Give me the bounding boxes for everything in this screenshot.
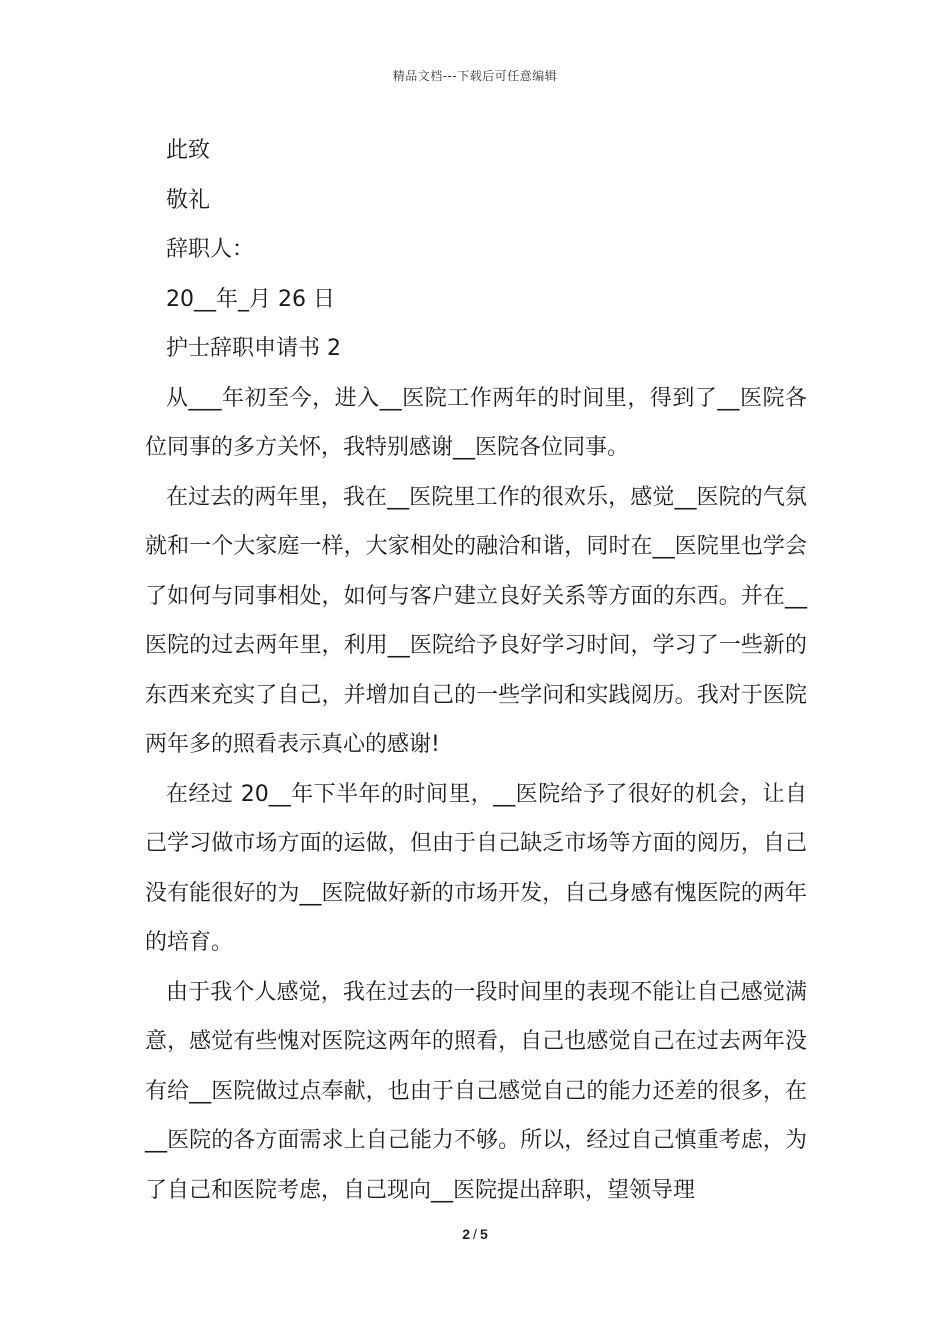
signer-label: 辞职人：: [166, 237, 255, 262]
page-separator: /: [473, 1226, 477, 1242]
body-paragraph-1: 从___年初至今，进入__医院工作两年的时间里，得到了__医院各位同事的多方关怀，我特别感谢__医院各位同事。: [145, 385, 807, 460]
body-paragraph-3: 在经过 20__年下半年的时间里，__医院给予了很好的机会，让自己学习做市场方面的运做，但由于自己缺乏市场等方面的阅历，自己没有能很好的为__医院做好新的市场开发，自己身感有愧医院的两年的培育。: [145, 781, 807, 955]
page-number: [0, 1226, 950, 1242]
closing-salutation: 此致: [166, 138, 211, 163]
section-title: 护士辞职申请书 2: [166, 336, 341, 361]
document-body: [145, 126, 807, 1215]
body-paragraph-2: 在过去的两年里，我在__医院里工作的很欢乐，感觉__医院的气氛就和一个大家庭一样，大家相处的融洽和谐，同时在__医院里也学会了如何与同事相处，如何与客户建立良好关系等方面的东西。并在__医院的过去两年里，利用__医院给予良好学习时间，学习了一些新的东西来充实了自己，并增加自己的一些学问和实践阅历。我对于医院两年多的照看表示真心的感谢!: [145, 484, 807, 757]
page-header: 精品文档---下载后可任意编辑: [392, 69, 558, 83]
current-page: 2: [462, 1226, 471, 1242]
body-paragraph-4: 由于我个人感觉，我在过去的一段时间里的表现不能让自己感觉满意，感觉有些愧对医院这两年的照看，自己也感觉自己在过去两年没有给__医院做过点奉献，也由于自己感觉自己的能力还差的很多，在__医院的各方面需求上自己能力不够。所以，经过自己慎重考虑，为了自己和医院考虑，自己现向__医院提出辞职，望领导理: [145, 979, 807, 1203]
total-pages: 5: [479, 1226, 488, 1242]
letter-date: 20__年_月 26 日: [166, 286, 335, 312]
closing-regards: 敬礼: [166, 187, 211, 213]
